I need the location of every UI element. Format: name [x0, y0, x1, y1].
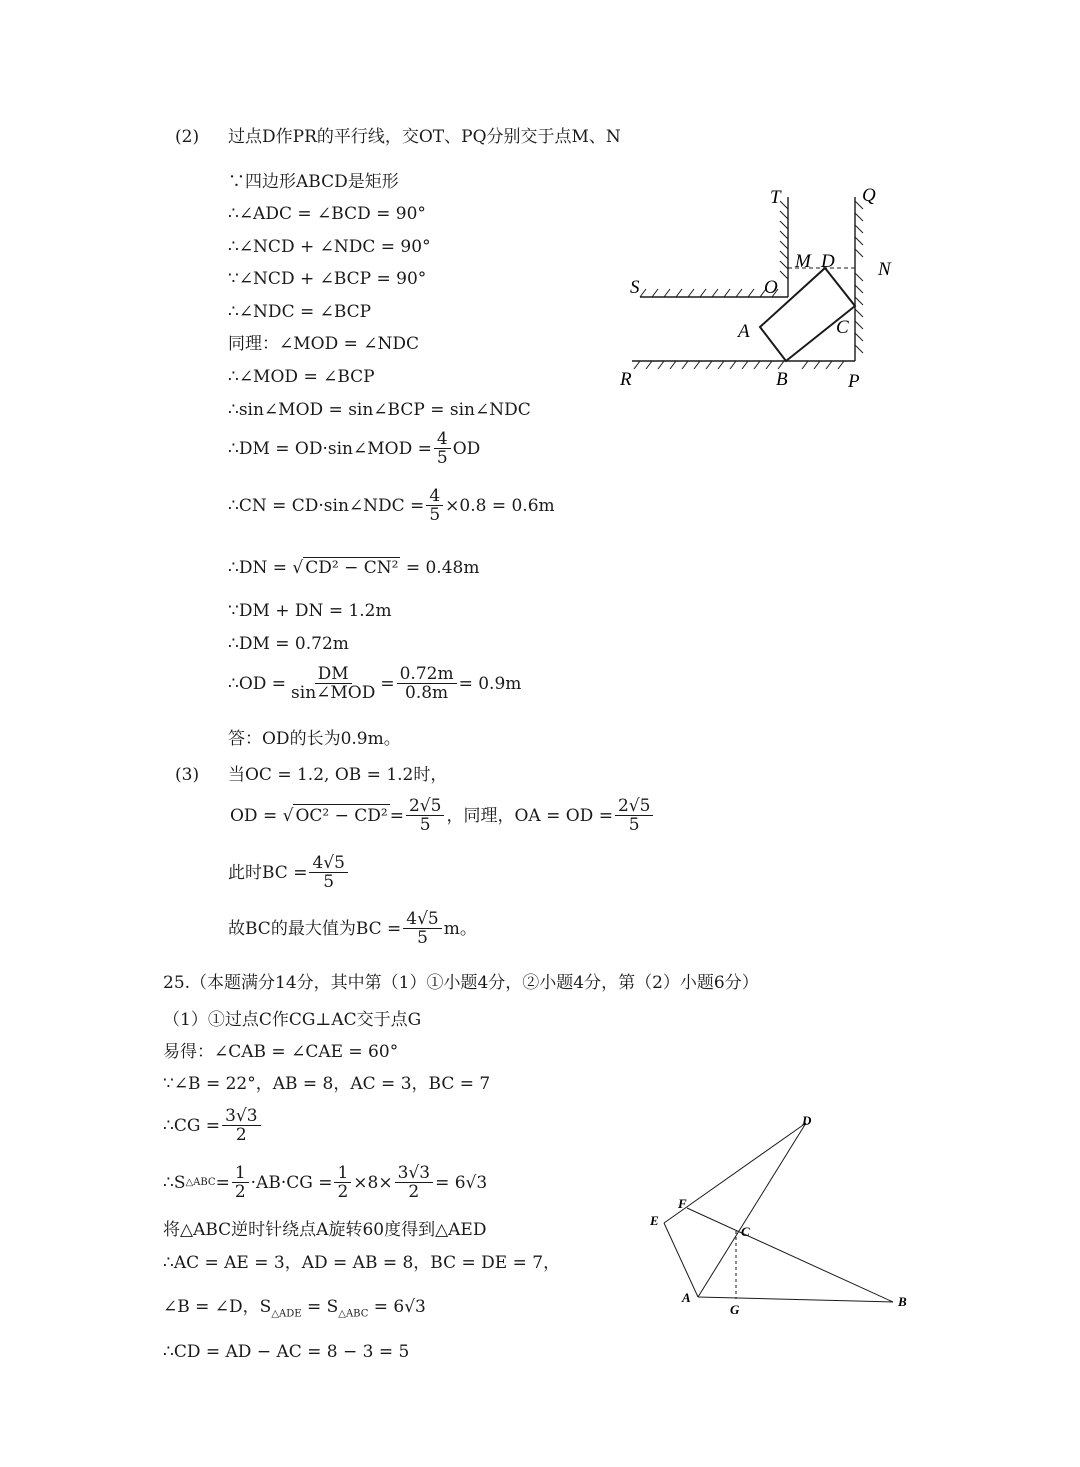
proof-line: ∴∠ADC = ∠BCD = 90°: [228, 204, 426, 224]
segment-da: [698, 1123, 806, 1297]
equation-dn: ∴DN = √ CD² − CN² = 0.48m: [228, 558, 480, 578]
proof-line: ∴∠NDC = ∠BCP: [228, 302, 372, 322]
segment-fb: [687, 1208, 893, 1302]
label-e: E: [650, 1213, 659, 1228]
equation-sum: ∵DM + DN = 1.2m: [228, 601, 392, 621]
part3-header: 当OC = 1.2, OB = 1.2时，: [228, 765, 448, 785]
q25-line: ∴AC = AE = 3，AD = AB = 8，BC = DE = 7，: [163, 1253, 561, 1273]
proof-line: ∵四边形ABCD是矩形: [228, 172, 399, 192]
equation-dm: ∴DM = OD·sin∠MOD = $\frac{4}{5}$ OD: [228, 429, 481, 468]
label-m: M: [795, 251, 811, 272]
floor-rp-hatch: [634, 361, 844, 369]
q25-line: ∵∠B = 22°，AB = 8，AC = 3，BC = 7: [163, 1074, 491, 1094]
equation-dm-value: ∴DM = 0.72m: [228, 634, 349, 654]
part2-header: 过点D作PR的平行线，交OT、PQ分别交于点M、N: [228, 127, 621, 147]
label-d: D: [821, 251, 835, 272]
label-c: C: [741, 1224, 750, 1239]
label-o: O: [764, 277, 778, 298]
part2-number: (2): [175, 127, 200, 147]
q25-line: 将△ABC逆时针绕点A旋转60度得到△AED: [163, 1220, 487, 1240]
label-q: Q: [862, 185, 876, 206]
label-b: B: [898, 1294, 907, 1309]
label-g: G: [730, 1302, 740, 1317]
q25-angle-line: ∠B = ∠D，$S_{\triangle ADE} = S_{\triangle ABC} = 6√3$: [163, 1297, 426, 1320]
segment-ab: [698, 1297, 893, 1302]
proof-line: ∴∠MOD = ∠BCP: [228, 367, 375, 387]
equation-area: ∴S △ABC = $\frac{1}{2}$ ·AB·CG = $\frac{1}{2}$ ×8× $\frac{3√3}{2}$ = 6√3: [163, 1163, 488, 1202]
label-f: F: [678, 1196, 687, 1211]
wall-pq-hatch: [855, 201, 863, 353]
figure-rotated-triangle: [640, 1105, 930, 1330]
label-a: A: [682, 1290, 691, 1305]
label-b: B: [776, 369, 788, 390]
label-t: T: [770, 187, 781, 208]
proof-line: ∴∠NCD + ∠NDC = 90°: [228, 237, 431, 257]
q25-line: 易得：∠CAB = ∠CAE = 60°: [163, 1042, 399, 1062]
label-a: A: [738, 321, 750, 342]
label-p: P: [848, 371, 860, 392]
proof-line: ∵∠NCD + ∠BCP = 90°: [228, 269, 427, 289]
label-n: N: [878, 259, 891, 280]
part2-answer: 答：OD的长为0.9m。: [228, 729, 401, 749]
equation-od-part3: OD = √ OC² − CD² = $\frac{2√5}{5}$ ，同理，OA = OD = $\frac{2√5}{5}$: [230, 797, 655, 834]
equation-od: ∴OD = $\frac{DM}{\text{sin∠MOD}}$ = $\frac{0.72m}{0.8m}$ = 0.9m: [228, 664, 522, 703]
figure-rectangle-corner: [610, 175, 910, 400]
ledge-so-hatch: [640, 289, 778, 297]
label-d: D: [802, 1113, 812, 1128]
equation-bc-max: 故BC的最大值为BC = $\frac{4√5}{5}$ m。: [228, 909, 477, 948]
q25-line: （1）①过点C作CG⊥AC交于点G: [163, 1010, 422, 1030]
segment-ea: [664, 1223, 698, 1297]
equation-bc: 此时BC = $\frac{4√5}{5}$: [228, 854, 350, 891]
equation-cg: ∴CG = $\frac{3√3}{2}$: [163, 1107, 263, 1144]
wall-ot-hatch: [780, 201, 788, 279]
question-25-title: 25.（本题满分14分，其中第（1）①小题4分，②小题4分，第（2）小题6分）: [163, 973, 759, 993]
part3-number: (3): [175, 765, 200, 785]
label-c: C: [836, 317, 849, 338]
label-r: R: [620, 369, 632, 390]
q25-line: ∴CD = AD − AC = 8 − 3 = 5: [163, 1342, 410, 1362]
label-s: S: [630, 277, 640, 298]
equation-cn: ∴CN = CD·sin∠NDC = $\frac{4}{5}$ ×0.8 = 0.6m: [228, 486, 555, 525]
proof-line: 同理：∠MOD = ∠NDC: [228, 334, 420, 354]
proof-line: ∴sin∠MOD = sin∠BCP = sin∠NDC: [228, 400, 531, 420]
